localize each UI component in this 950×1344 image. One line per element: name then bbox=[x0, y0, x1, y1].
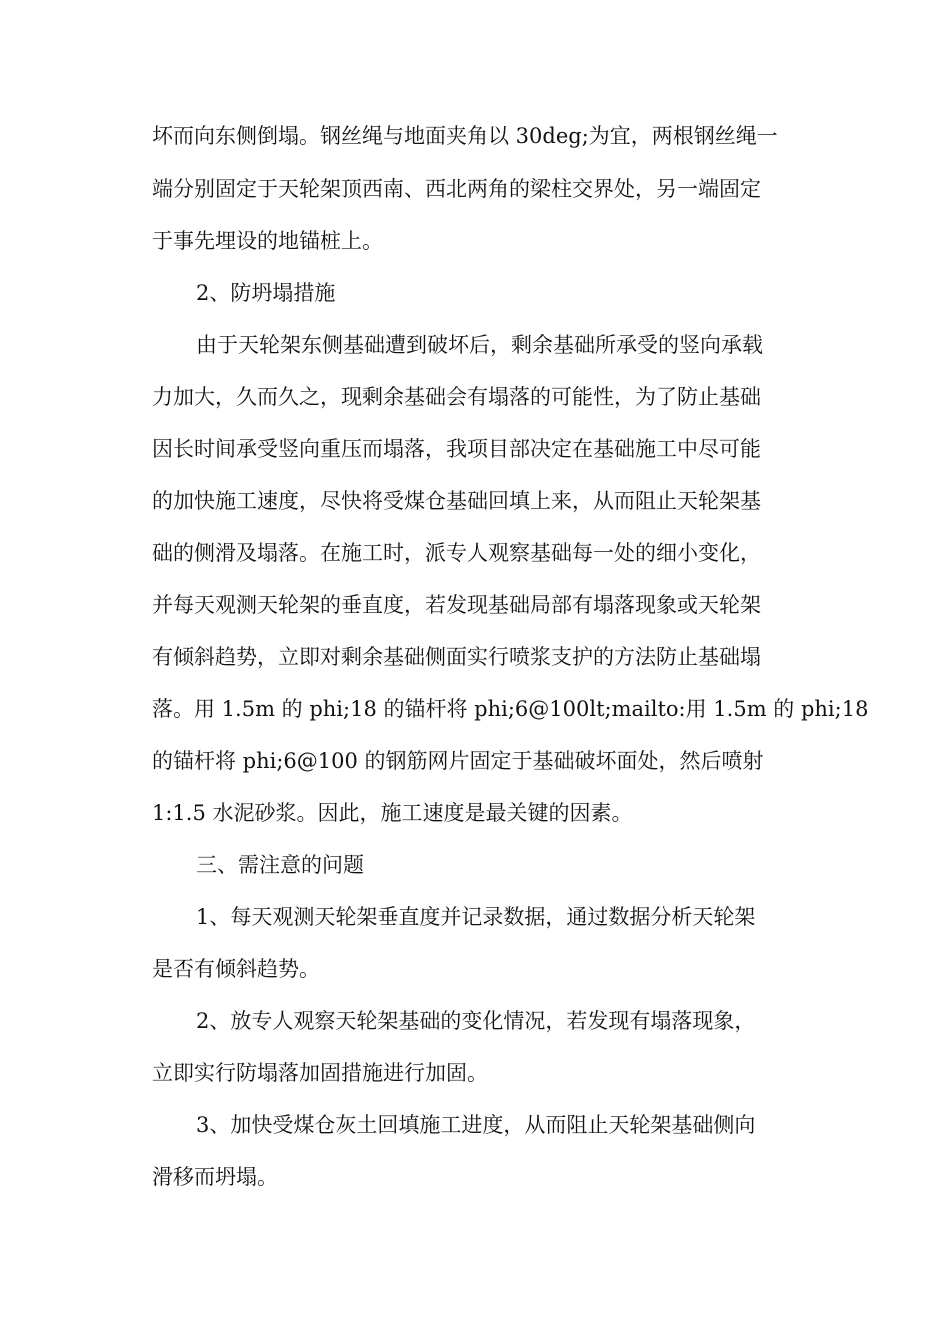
text-line: 因长时间承受竖向重压而塌落，我项目部决定在基础施工中尽可能 bbox=[152, 437, 761, 461]
text-line: 端分别固定于天轮架顶西南、西北两角的梁柱交界处，另一端固定 bbox=[152, 177, 761, 201]
text-line: 础的侧滑及塌落。在施工时，派专人观察基础每一处的细小变化， bbox=[152, 541, 761, 565]
text-line: 于事先埋设的地锚桩上。 bbox=[152, 229, 383, 253]
text-line: 由于天轮架东侧基础遭到破坏后，剩余基础所承受的竖向承载 bbox=[196, 333, 763, 357]
text-line: 立即实行防塌落加固措施进行加固。 bbox=[152, 1061, 488, 1085]
text-line: 落。用 1.5m 的 phi;18 的锚杆将 phi;6@100lt;mailto:用 1.5m 的 phi;18 bbox=[152, 697, 869, 721]
text-line: 3、加快受煤仓灰土回填施工进度，从而阻止天轮架基础侧向 bbox=[196, 1113, 756, 1137]
text-line: 的锚杆将 phi;6@100 的钢筋网片固定于基础破坏面处，然后喷射 bbox=[152, 749, 764, 773]
text-line: 力加大，久而久之，现剩余基础会有塌落的可能性，为了防止基础 bbox=[152, 385, 761, 409]
text-line: 滑移而坍塌。 bbox=[152, 1165, 278, 1189]
text-line: 有倾斜趋势，立即对剩余基础侧面实行喷浆支护的方法防止基础塌 bbox=[152, 645, 761, 669]
text-line: 的加快施工速度，尽快将受煤仓基础回填上来，从而阻止天轮架基 bbox=[152, 489, 761, 513]
text-line: 并每天观测天轮架的垂直度，若发现基础局部有塌落现象或天轮架 bbox=[152, 593, 761, 617]
text-line: 1、每天观测天轮架垂直度并记录数据，通过数据分析天轮架 bbox=[196, 905, 756, 929]
text-line: 1:1.5 水泥砂浆。因此，施工速度是最关键的因素。 bbox=[152, 801, 633, 825]
section-heading: 三、需注意的问题 bbox=[196, 853, 364, 877]
text-line: 2、放专人观察天轮架基础的变化情况，若发现有塌落现象， bbox=[196, 1009, 756, 1033]
text-line: 是否有倾斜趋势。 bbox=[152, 957, 320, 981]
text-line: 坏而向东侧倒塌。钢丝绳与地面夹角以 30deg;为宜，两根钢丝绳一 bbox=[152, 124, 778, 148]
section-heading: 2、防坍塌措施 bbox=[196, 281, 336, 305]
